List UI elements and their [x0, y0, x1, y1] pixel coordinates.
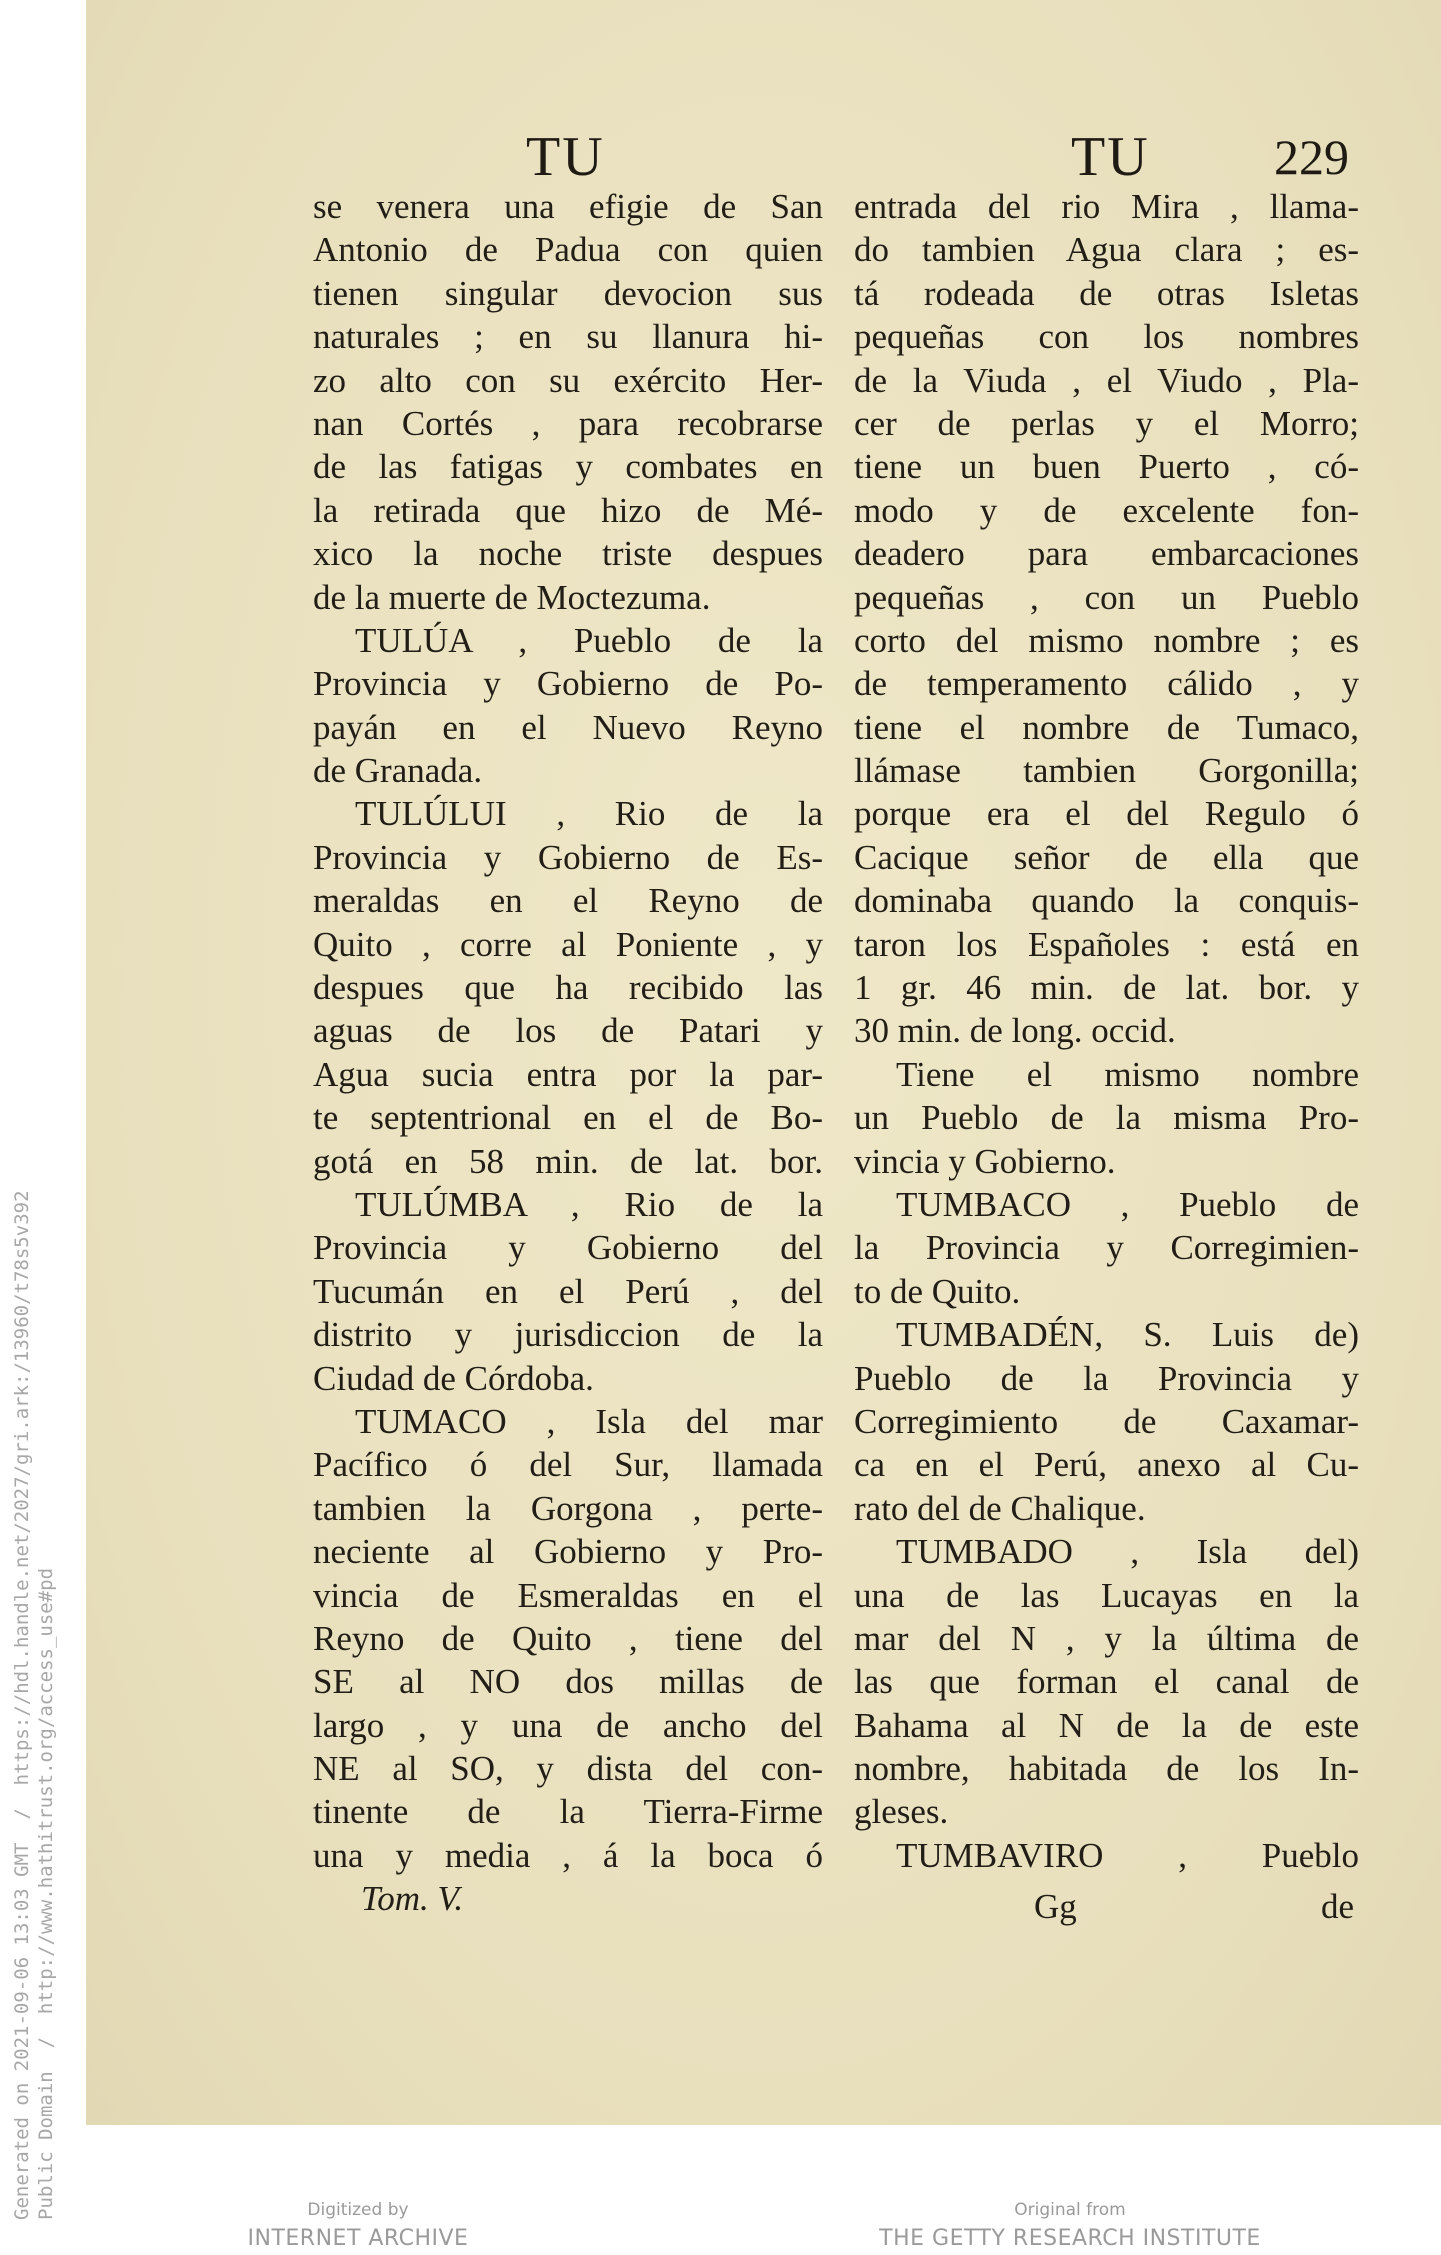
- text-line: cer de perlas y el Morro;: [854, 403, 1359, 443]
- text-line: zo alto con su exército Her-: [313, 360, 823, 400]
- right-text-column: [854, 185, 1359, 1877]
- text-line: ca en el Perú, anexo al Cu-: [854, 1445, 1359, 1485]
- text-line: neciente al Gobierno y Pro-: [313, 1532, 823, 1572]
- text-line: tiene el nombre de Tumaco,: [854, 707, 1359, 747]
- text-line: tienen singular devocion sus: [313, 273, 823, 313]
- text-line: porque era el del Regulo ó: [854, 794, 1359, 834]
- text-line: vincia de Esmeraldas en el: [313, 1575, 823, 1615]
- scanned-book-page: [86, 0, 1441, 2125]
- text-line: deadero para embarcaciones: [854, 534, 1359, 574]
- watermark-line-1: Generated on 2021-09-06 13:03 GMT / https://hdl.handle.net/2027/gri.ark:/13960/t78s5v392: [11, 1190, 33, 2220]
- text-line: Bahama al N de la de este: [854, 1705, 1359, 1745]
- text-line: de la muerte de Moctezuma.: [313, 577, 711, 617]
- text-line: distrito y jurisdiccion de la: [313, 1315, 823, 1355]
- text-line: Provincia y Gobierno de Es-: [313, 837, 823, 877]
- text-line: 30 min. de long. occid.: [854, 1011, 1176, 1051]
- text-line: dominaba quando la conquis-: [854, 881, 1359, 921]
- left-text-column: [313, 185, 823, 1921]
- running-head-left: TU: [526, 126, 605, 188]
- text-line: to de Quito.: [854, 1271, 1021, 1311]
- text-line: Pacífico ó del Sur, llamada: [313, 1445, 823, 1485]
- running-head-right: TU: [1071, 126, 1150, 188]
- text-line: se venera una efigie de San: [313, 187, 823, 226]
- text-line: taron los Españoles : está en: [854, 924, 1359, 964]
- text-line: do tambien Agua clara ; es-: [854, 230, 1359, 270]
- text-line: vincia y Gobierno.: [854, 1141, 1116, 1181]
- text-line: Reyno de Quito , tiene del: [313, 1618, 823, 1658]
- watermark-text: [10, 1190, 58, 2220]
- watermark-line-2: Public Domain / http://www.hathitrust.org/access_use#pd: [35, 1567, 57, 2220]
- text-line: la retirada que hizo de Mé-: [313, 490, 823, 530]
- text-line: de temperamento cálido , y: [854, 664, 1359, 704]
- text-line: despues que ha recibido las: [313, 968, 823, 1008]
- text-line: TULÚMBA , Rio de la: [355, 1184, 823, 1224]
- text-line: de Granada.: [313, 751, 483, 791]
- text-line: Pueblo de la Provincia y: [854, 1358, 1359, 1398]
- text-line: una y media , á la boca ó: [313, 1835, 823, 1875]
- text-line: TUMBADÉN, S. Luis de): [896, 1315, 1359, 1355]
- page-number: 229: [1274, 129, 1349, 185]
- text-line: Corregimiento de Caxamar-: [854, 1401, 1359, 1441]
- text-line: TULÚLUI , Rio de la: [355, 794, 823, 834]
- text-line: un Pueblo de la misma Pro-: [854, 1098, 1359, 1138]
- text-line: Provincia y Gobierno del: [313, 1228, 823, 1268]
- text-line: Ciudad de Córdoba.: [313, 1358, 594, 1398]
- text-line: payán en el Nuevo Reyno: [313, 707, 823, 747]
- text-line: Tucumán en el Perú , del: [313, 1271, 823, 1311]
- text-line: una de las Lucayas en la: [854, 1575, 1359, 1615]
- text-line: Agua sucia entra por la par-: [313, 1054, 823, 1094]
- text-line: tiene un buen Puerto , có-: [854, 447, 1359, 487]
- text-line: 1 gr. 46 min. de lat. bor. y: [854, 968, 1359, 1008]
- text-line: TUMBACO , Pueblo de: [896, 1184, 1359, 1224]
- text-line: SE al NO dos millas de: [313, 1662, 823, 1702]
- text-line: largo , y una de ancho del: [313, 1705, 823, 1745]
- digitized-by-label: Digitized by: [307, 2200, 409, 2220]
- text-line: pequeñas con los nombres: [854, 317, 1359, 357]
- original-from-label: Original from: [1014, 2200, 1126, 2220]
- text-line: TUMACO , Isla del mar: [355, 1401, 823, 1441]
- text-line: TUMBADO , Isla del): [896, 1532, 1359, 1572]
- text-line: Provincia y Gobierno de Po-: [313, 664, 823, 704]
- text-line: Tiene el mismo nombre: [896, 1054, 1359, 1094]
- text-line: xico la noche triste despues: [313, 534, 823, 574]
- text-line: naturales ; en su llanura hi-: [313, 317, 823, 357]
- text-line: rato del de Chalique.: [854, 1488, 1146, 1528]
- text-line: las que forman el canal de: [854, 1662, 1359, 1702]
- text-line: nan Cortés , para recobrarse: [313, 403, 823, 443]
- text-line: corto del mismo nombre ; es: [854, 620, 1359, 660]
- text-line: Quito , corre al Poniente , y: [313, 924, 823, 964]
- text-line: llámase tambien Gorgonilla;: [854, 751, 1359, 791]
- digitized-by-credit: [228, 2200, 488, 2251]
- signature-mark: Gg: [1034, 1887, 1077, 1926]
- text-line: te septentrional en el de Bo-: [313, 1098, 823, 1138]
- original-from-credit: [870, 2200, 1270, 2251]
- text-line: NE al SO, y dista del con-: [313, 1749, 823, 1789]
- text-line: de las fatigas y combates en: [313, 447, 823, 487]
- text-line: pequeñas , con un Pueblo: [854, 577, 1359, 617]
- text-line: tinente de la Tierra-Firme: [313, 1792, 823, 1832]
- text-line: modo y de excelente fon-: [854, 490, 1359, 530]
- text-line: gotá en 58 min. de lat. bor.: [313, 1141, 823, 1181]
- text-line: gleses.: [854, 1792, 949, 1832]
- text-line: nombre, habitada de los In-: [854, 1749, 1359, 1789]
- getty-institute-label: THE GETTY RESEARCH INSTITUTE: [879, 2226, 1261, 2251]
- internet-archive-label: INTERNET ARCHIVE: [247, 2226, 469, 2251]
- text-line: aguas de los de Patari y: [313, 1011, 823, 1051]
- text-line: tá rodeada de otras Isletas: [854, 273, 1359, 313]
- text-line: TULÚA , Pueblo de la: [355, 620, 823, 660]
- text-line: TUMBAVIRO , Pueblo: [896, 1835, 1359, 1875]
- text-line: mar del N , y la última de: [854, 1618, 1359, 1658]
- text-line: entrada del rio Mira , llama-: [854, 187, 1359, 226]
- text-line: tambien la Gorgona , perte-: [313, 1488, 823, 1528]
- text-line: de la Viuda , el Viudo , Pla-: [854, 360, 1359, 400]
- text-line: la Provincia y Corregimien-: [854, 1228, 1359, 1268]
- text-line: Cacique señor de ella que: [854, 837, 1359, 877]
- catchword: de: [1320, 1887, 1354, 1926]
- text-line: Antonio de Padua con quien: [313, 230, 823, 270]
- volume-signature-line: Tom. V.: [361, 1879, 464, 1919]
- text-line: meraldas en el Reyno de: [313, 881, 823, 921]
